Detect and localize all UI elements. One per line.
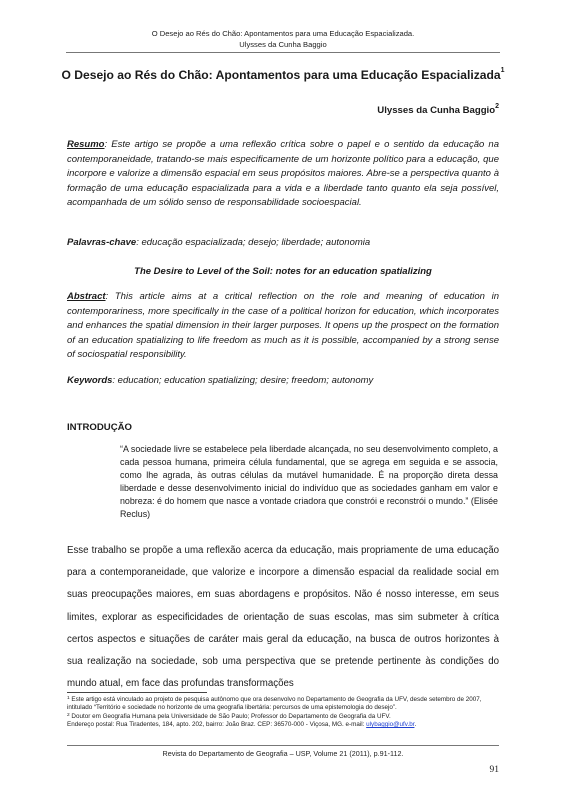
running-header-title: O Desejo ao Rés do Chão: Apontamentos para uma Educação Espacializada. — [151, 29, 415, 38]
footnote-2-text: Doutor em Geografia Humana pela Universidade de São Paulo; Professor do Departamento de Geografia da UFV. — [69, 712, 391, 720]
palavras-chave-text: : educação espacializada; desejo; liberdade; autonomia — [136, 237, 371, 248]
resumo-label: Resumo — [67, 139, 105, 150]
page-number: 91 — [489, 765, 499, 775]
footnote-1 — [67, 696, 499, 713]
keywords-line — [67, 374, 499, 388]
palavras-chave-line — [67, 236, 499, 250]
section-heading-introducao: INTRODUÇÃO — [67, 422, 133, 433]
running-header-rule — [66, 52, 500, 53]
postal-address — [67, 721, 499, 729]
keywords-label: Keywords — [67, 375, 113, 386]
epigraph-quote: “A sociedade livre se estabelece pela liberdade alcançada, no seu desenvolvimento completo, a cada pessoa humana, primeira célula fundamental, que se agrega em seguida e se associa, como lhe agrada, às outras células da mutável humanidade. É na proporção direta dessa liberdade e desse desenvolvimento inicial do indivíduo que as sociedades ganham em valor e nobreza: é do homem que nasce a vontade criadora que constrói e reconstrói o mundo.” (Elisée Reclus) — [120, 444, 498, 519]
footnote-1-marker: 1 — [67, 696, 70, 701]
author-name — [377, 104, 499, 117]
author-name-text: Ulysses da Cunha Baggio — [377, 105, 496, 116]
footnotes — [67, 696, 499, 730]
journal-footer: Revista do Departamento de Geografia – USP, Volume 21 (2011), p.91-112. — [162, 749, 404, 758]
footnote-2-marker: 2 — [67, 712, 70, 718]
keywords-text: : education; education spatializing; desire; freedom; autonomy — [112, 375, 374, 386]
footer-rule — [67, 745, 499, 746]
body-paragraph: Esse trabalho se propõe a uma reflexão acerca da educação, mais propriamente de uma educação para a contemporaneidade, que valorize e incorpore a dimensão espacial da realidade social em suas preocupações maiores, em suas abordagens e propósitos. Não é nosso interesse, em seus limites, explorar as especificidades de orientação de suas escolas, mas sim submeter à crítica certos aspectos e situações de caráter mais geral da educação, na busca de outros horizontes à sua realização na sociedade, sob uma perspectiva que se pretende pertinente às condições do mundo atual, em face das profundas transformações — [67, 545, 499, 690]
resumo-paragraph — [67, 138, 499, 211]
running-header-author: Ulysses da Cunha Baggio — [239, 39, 327, 49]
abstract-text: : This article aims at a critical reflection on the role and meaning of education in contemporariness, more specifically in the case of a political horizon for education, which incorporates and enhances the spatial dimension in their larger purposes. It opens up the prospect on the formation of an education spatializing to life freedom as much as it is possible, accompanied by a strong sense of sociospatial responsibility. — [67, 291, 499, 361]
resumo-text: : Este artigo se propõe a uma reflexão crítica sobre o papel e o sentido da educação na contemporaneidade, tratando-se mais especificamente de um horizonte político para a educação, que incorpore e valorize a dimensão espacial em seus propósitos maiores. Abre-se a perspectiva quanto à formação de uma educação espacializada para a vida e a liberdade tanto quanto ela seja possível, acompanhada de um sólido senso de responsabilidade socioespacial. — [67, 139, 499, 209]
palavras-chave-label: Palavras-chave — [67, 237, 137, 248]
article-title — [20, 68, 546, 83]
footnote-1-text: Este artigo está vinculado ao projeto de pesquisa autônomo que ora desenvolvo no Departamento de Geografia da UFV, desde setembro de 2007, intitulado “Território e sociedade no horizonte de uma geografia libertária: percursos de uma epistemologia do desejo”. — [67, 696, 482, 712]
article-title-text: O Desejo ao Rés do Chão: Apontamentos para uma Educação Espacializada — [61, 68, 501, 82]
postal-address-text: Endereço postal: Rua Tiradentes, 184, apto. 202, bairro: João Braz. CEP: 36570-000 - Viçosa, MG. e-mail: — [67, 721, 367, 729]
footnote-2 — [67, 713, 499, 721]
english-title: The Desire to Level of the Soil: notes for an education spatializing — [134, 266, 432, 277]
footnote-rule — [67, 692, 207, 693]
abstract-label: Abstract — [67, 291, 106, 302]
abstract-paragraph — [67, 290, 499, 363]
running-header — [0, 29, 566, 50]
title-footnote-marker[interactable]: 1 — [500, 67, 505, 74]
author-footnote-marker[interactable]: 2 — [495, 103, 499, 110]
email-link[interactable]: ulybaggio@ufv.br — [366, 721, 415, 729]
postal-address-end: . — [414, 721, 417, 729]
